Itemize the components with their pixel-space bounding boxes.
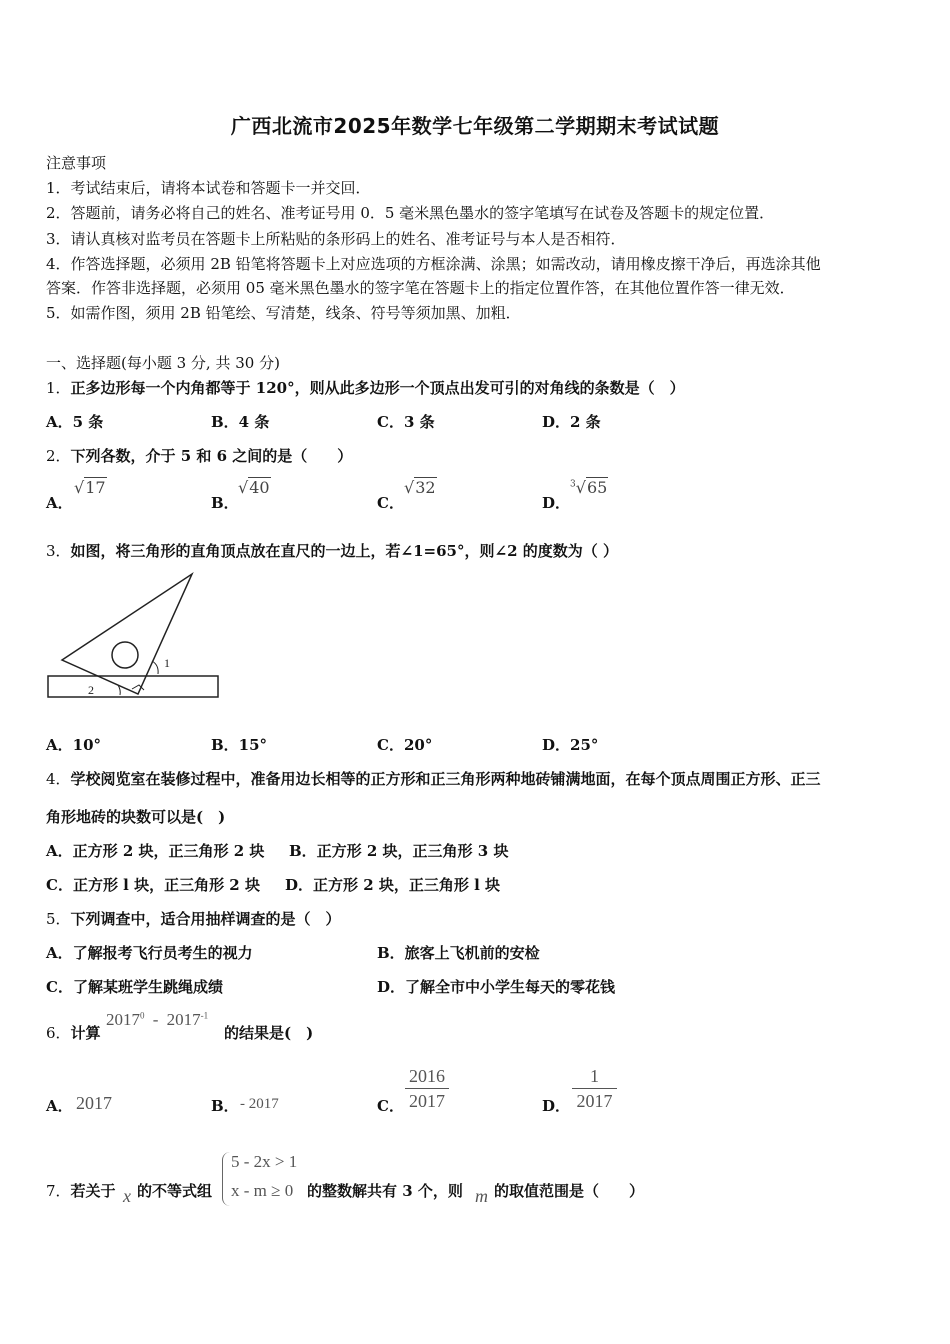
q6-option-b-value: - 2017 — [240, 1096, 279, 1112]
question-number: 7． — [46, 1182, 71, 1200]
denominator: 2017 — [576, 1091, 613, 1111]
question-4 — [46, 768, 821, 789]
question-2 — [46, 445, 352, 466]
question-text-pre: 计算 — [70, 1024, 101, 1042]
exponent-2: -1 — [200, 1010, 209, 1021]
question-5 — [46, 908, 341, 929]
q4-option-a: A．正方形 2 块，正三角形 2 块 — [46, 842, 265, 860]
q2-option-c-label: C． — [377, 494, 404, 512]
question-text: 的取值范围是（ ） — [494, 1182, 645, 1200]
q5-option-d: D．了解全市中小学生每天的零花钱 — [377, 978, 616, 996]
q3-option-d: D．25° — [542, 736, 599, 754]
q6-expression — [106, 1010, 208, 1030]
notice-item: 3．请认真核对监考员在答题卡上所粘贴的条形码上的姓名、准考证号与本人是否相符． — [46, 230, 626, 248]
radicand: 17 — [85, 478, 106, 497]
q6-option-a-value: 2017 — [76, 1093, 112, 1113]
cube-root-index: 3 — [570, 479, 576, 490]
q6-option-d-label: D． — [542, 1097, 571, 1115]
q2-option-b-radical: √40 — [238, 478, 270, 497]
triangle-ruler-figure — [40, 568, 230, 704]
q6-option-c-fraction — [405, 1066, 449, 1111]
radicand: 32 — [415, 478, 436, 497]
inequality-1: 5 - 2x > 1 — [231, 1152, 298, 1171]
exponent-1: 0 — [140, 1010, 145, 1021]
ruler — [48, 676, 218, 697]
question-7 — [46, 1180, 116, 1201]
q2-option-c-radical: √32 — [404, 478, 436, 497]
radicand: 40 — [249, 478, 270, 497]
angle-1-label: 1 — [164, 656, 170, 670]
question-number: 1． — [46, 379, 71, 397]
q4-option-d: D．正方形 2 块，正三角形 l 块 — [285, 876, 501, 894]
question-4-continued: 角形地砖的块数可以是( ) — [46, 808, 226, 826]
notice-item: 4．作答选择题，必须用 2B 铅笔将答题卡上对应选项的方框涂满、涂黑；如需改动，请用橡皮擦干净后，再选涂其他 — [46, 255, 821, 273]
q2-option-d-radical: $^3$√65 — [570, 478, 608, 497]
angle-1-arc — [152, 661, 158, 674]
base-2: 2017 — [166, 1010, 201, 1029]
variable-m: m — [475, 1186, 488, 1206]
q1-option-a: A．5 条 — [46, 413, 104, 431]
question-number: 2． — [46, 447, 71, 465]
question-text: 的不等式组 — [137, 1182, 213, 1200]
q1-option-b: B．4 条 — [211, 413, 270, 431]
question-3 — [46, 540, 618, 561]
angle-2-label: 2 — [88, 683, 94, 697]
q6-option-a-label: A． — [46, 1097, 73, 1115]
question-text: 下列调查中，适合用抽样调查的是（ ） — [70, 910, 341, 928]
q6-option-d-fraction — [572, 1066, 617, 1111]
q2-option-d-label: D． — [542, 494, 571, 512]
q5-option-a: A．了解报考飞行员考生的视力 — [46, 944, 253, 962]
question-text: 下列各数，介于 5 和 6 之间的是（ ） — [70, 447, 353, 465]
numerator: 1 — [572, 1066, 617, 1089]
notice-item: 2．答题前，请务必将自己的姓名、准考证号用 0．5 毫米黑色墨水的签字笔填写在试卷及答题卡的规定位置． — [46, 204, 775, 222]
q4-option-c: C．正方形 l 块，正三角形 2 块 — [46, 876, 260, 894]
q3-option-a: A．10° — [46, 736, 102, 754]
notice-item: 答案．作答非选择题，必须用 05 毫米黑色墨水的签字笔在答题卡上的指定位置作答，在其他位置作答一律无效． — [46, 279, 795, 297]
question-number: 6． — [46, 1024, 71, 1042]
base-1: 2017 — [106, 1010, 140, 1029]
q1-option-d: D．2 条 — [542, 413, 601, 431]
question-text: 若关于 — [70, 1182, 116, 1200]
q2-option-b-label: B． — [211, 494, 239, 512]
question-text-post: 的结果是( ) — [224, 1024, 314, 1042]
question-number: 5． — [46, 910, 71, 928]
q3-option-b: B．15° — [211, 736, 268, 754]
q2-option-a-label: A． — [46, 494, 73, 512]
question-text: 正多边形每一个内角都等于 120°，则从此多边形一个顶点出发可引的对角线的条数是（ ） — [70, 379, 685, 397]
page-title: 广西北流市2025年数学七年级第二学期期末考试试题 — [230, 114, 720, 138]
q3-option-c: C．20° — [377, 736, 433, 754]
q1-option-c: C．3 条 — [377, 413, 435, 431]
denominator: 2017 — [409, 1091, 445, 1111]
variable-x: x — [123, 1186, 131, 1206]
question-text: 的整数解共有 3 个，则 — [307, 1182, 463, 1200]
q6-option-c-label: C． — [377, 1097, 404, 1115]
notice-item: 5．如需作图，须用 2B 铅笔绘、写清楚，线条、符号等须加黑、加粗． — [46, 304, 521, 322]
numerator: 2016 — [405, 1066, 449, 1089]
radicand: 65 — [586, 478, 608, 497]
question-number: 3． — [46, 542, 71, 560]
q6-option-b-label: B． — [211, 1097, 239, 1115]
question-text: 学校阅览室在装修过程中，准备用边长相等的正方形和正三角形两种地砖铺满地面，在每个顶点周围正方形、正三 — [70, 770, 821, 788]
q4-option-b: B．正方形 2 块，正三角形 3 块 — [289, 842, 509, 860]
minus-sign: - — [152, 1010, 159, 1029]
triangle-hole — [112, 642, 138, 668]
question-text: 如图，将三角形的直角顶点放在直尺的一边上，若∠1=65°，则∠2 的度数为（ ） — [70, 542, 618, 560]
question-number: 4． — [46, 770, 71, 788]
section-heading: 一、选择题(每小题 3 分, 共 30 分) — [46, 354, 280, 372]
inequality-2: x - m ≥ 0 — [231, 1181, 294, 1200]
question-6 — [46, 1022, 101, 1043]
q5-option-b: B．旅客上飞机前的安检 — [377, 944, 540, 962]
q5-option-c: C．了解某班学生跳绳成绩 — [46, 978, 223, 996]
q2-option-a-radical: √17 — [74, 478, 106, 497]
question-1 — [46, 377, 685, 398]
notice-heading: 注意事项 — [46, 154, 107, 172]
notice-item: 1．考试结束后，请将本试卷和答题卡一并交回． — [46, 179, 371, 197]
